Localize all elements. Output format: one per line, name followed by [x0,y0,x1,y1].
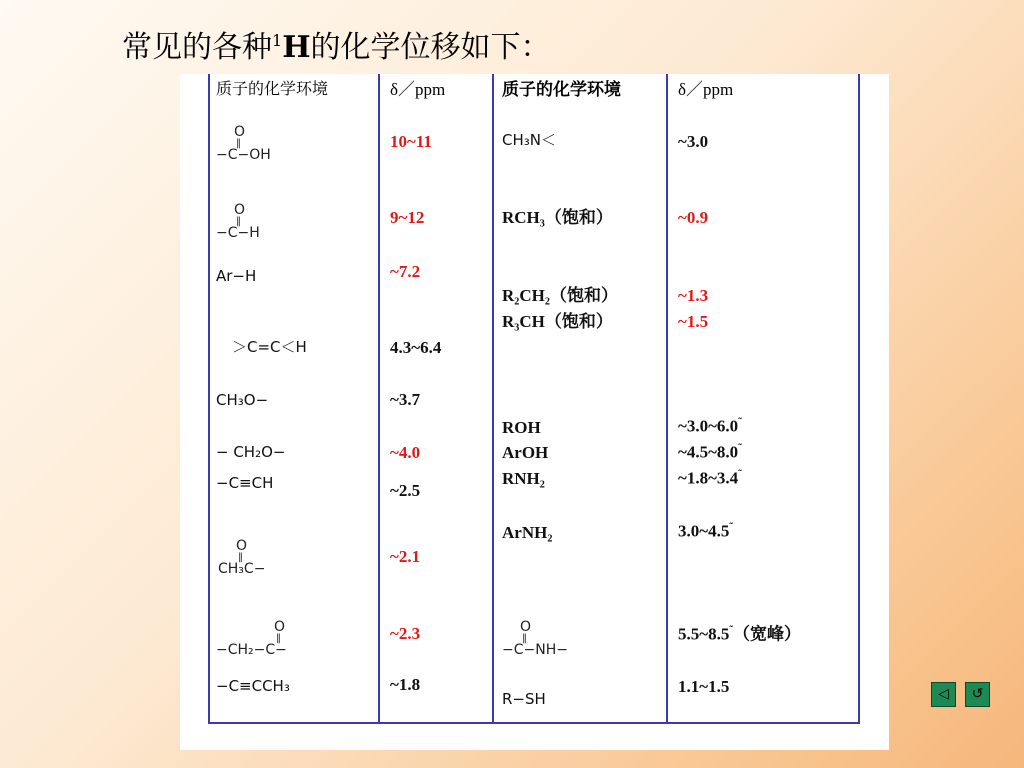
value-aroh: ~4.5~8.0˜ [678,442,742,462]
back-button[interactable] [931,682,956,707]
header-ppm-right: δ／ppm [678,80,734,99]
header-env-right: 质子的化学环境 [502,80,621,99]
structure-aroh: ArOH [502,443,549,462]
value-internal-alkyne: ~1.8 [390,675,421,694]
structure-internal-alkyne: −C≡CCH₃ [216,677,290,695]
structure-terminal-alkyne: −C≡CH [216,474,274,492]
value-acetyl: ~2.1 [390,547,421,566]
value-r2ch2: ~1.3 [678,286,709,305]
value-alkene-h: 4.3~6.4 [390,338,442,357]
value-aldehyde: 9~12 [390,208,425,227]
header-env-left: 质子的化学环境 [216,79,329,98]
structure-methoxy: CH₃O− [216,391,269,409]
structure-n-methyl: CH₃N＜ [502,131,556,149]
value-ch2o: ~4.0 [390,443,421,462]
slide-title: 常见的各种$^1$H的化学位移如下： [122,30,551,65]
value-n-methyl: ~3.0 [678,132,709,151]
value-amide: 5.5~8.5˜（宽峰） [678,624,802,644]
structure-aryl-h: Ar−H [216,267,257,285]
structure-carboxylic-acid: O ‖ −C−OH [216,124,271,163]
structure-ch2-carbonyl: O ‖ −CH₂−C− [216,619,287,658]
structure-aldehyde: O ‖ −C−H [216,202,260,241]
value-methoxy: ~3.7 [390,390,421,409]
chemical-shift-table [180,74,889,750]
value-r3ch: ~1.5 [678,312,709,331]
structure-roh: ROH [502,418,541,437]
structure-ch2o: − CH₂O− [216,443,286,461]
column-divider [492,74,494,724]
structure-alkene-h: ＞C=C＜H [232,338,307,356]
structure-rnh2: RNH₂ [502,469,545,488]
value-rnh2: ~1.8~3.4˜ [678,468,742,488]
structure-r3ch: R₃CH（饱和） [502,312,613,331]
value-rch3: ~0.9 [678,208,709,227]
value-arnh2: 3.0~4.5˜ [678,521,734,541]
triangle-left-icon: ◁ [938,686,949,702]
structure-rch3: RCH₃（饱和） [502,208,613,227]
structure-acetyl: O ‖ CH₃C− [218,538,266,577]
value-aryl-h: ~7.2 [390,262,421,281]
structure-arnh2: ArNH₂ [502,523,553,542]
column-divider [666,74,668,724]
column-divider [378,74,380,724]
value-roh: ~3.0~6.0˜ [678,416,742,436]
structure-amide: O ‖ −C−NH− [502,619,568,658]
structure-r2ch2: R₂CH₂（饱和） [502,286,618,305]
value-thiol: 1.1~1.5 [678,677,730,696]
return-button[interactable] [965,682,990,707]
return-arrow-icon: ↺ [971,686,984,702]
structure-thiol: R−SH [502,690,546,708]
header-ppm-left: δ／ppm [390,80,446,99]
value-carboxylic-acid: 10~11 [390,132,432,151]
value-terminal-alkyne: ~2.5 [390,481,421,500]
value-ch2-carbonyl: ~2.3 [390,624,421,643]
